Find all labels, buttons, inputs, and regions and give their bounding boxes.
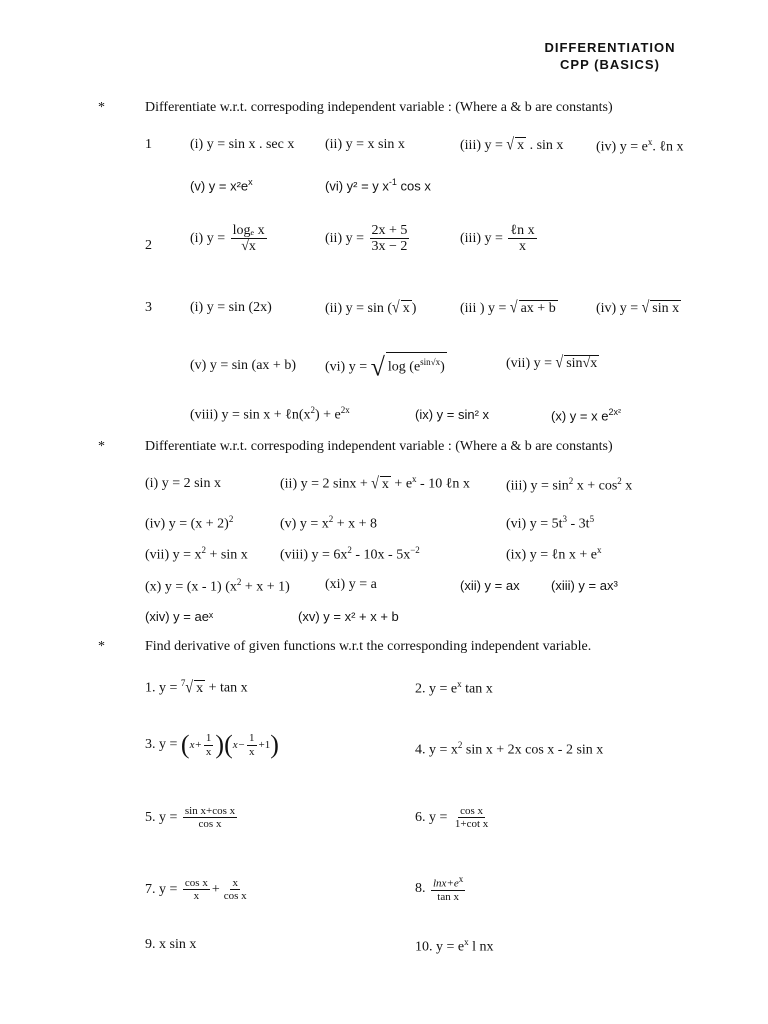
q3-v: (v) y = sin (ax + b) (190, 358, 296, 373)
bullet: * (98, 639, 105, 654)
q3-ix: (ix) y = sin² x (415, 407, 490, 422)
q1-ii: (ii) y = x sin x (325, 137, 405, 152)
p2: 2. $y = e^x$ tan x (415, 679, 493, 697)
s2-iii: (iii) $y = \sin^2 x + \cos^2 x$ (506, 476, 633, 494)
s2-xv: (xv) y = x² + x + b (298, 609, 399, 624)
bullet: * (98, 100, 105, 115)
p10: 10. $y = e^x$ l nx (415, 937, 494, 955)
q3-number: 3 (145, 300, 152, 315)
s2-viii: (viii) $y = 6x^2 - 10x - 5x^{-2}$ (280, 545, 420, 563)
p1: 1. y = $^7$√ x + tan x (145, 678, 248, 698)
doc-subtitle: CPP (BASICS) (560, 57, 660, 72)
q1-iv: (iv) $y = e^x$. ℓn x (596, 137, 684, 155)
q1-iii: (iii) y = √ x . sin x (460, 136, 564, 155)
q3-iv: (iv) y = √ sin x (596, 299, 680, 318)
q3-vi: (vi) y = √ $\log (e^{sin√x})$ (325, 352, 445, 382)
q1-i: (i) y = sin x . sec x (190, 137, 295, 152)
p7: 7. y = $\frac{\text{cos x}}{x}$ + $\frac{x}{\text{cos x}}$ (145, 877, 247, 903)
s2-xi: (xi) y = a (325, 577, 377, 592)
p6: 6. y = $\frac{\text{cos x}}{\text{1+cot x}}$ (415, 805, 489, 831)
s2-ii: (ii) y = 2 sinx + √ $x + e^x - 10$ ℓn x (280, 474, 470, 494)
section3-title: Find derivative of given functions w.r.t the corresponding independent variable. (145, 639, 592, 654)
q3-iii: (iii ) y = √ ax + b (460, 299, 556, 318)
q3-i: (i) y = sin (2x) (190, 300, 272, 315)
q3-vii: (vii) y = √ sin√x (506, 354, 598, 373)
p4: 4. $y = x^2$ sin x + 2x cos x - 2 sin x (415, 740, 604, 758)
s2-i: (i) y = 2 sin x (145, 476, 221, 491)
s2-xii: (xii) y = ax (460, 578, 520, 593)
p3: 3. y = (x+ $\frac{1}{x}$ )(x− $\frac{1}{x}$ +1) (145, 730, 279, 759)
s2-v: (v) $y = x^2 + x + 8$ (280, 514, 378, 532)
p5: 5. y = $\frac{\text{sin x+cos x}}{\text{cos x}}$ (145, 805, 236, 831)
p9: 9. x sin x (145, 937, 197, 952)
q2-number: 2 (145, 238, 152, 253)
doc-title: DIFFERENTIATION (544, 40, 676, 55)
bullet: * (98, 439, 105, 454)
q2-ii: (ii) y = $\frac{2x + 5}{3x - 2}$ (325, 223, 408, 255)
q2-iii: (iii) y = $\frac{\text{ℓn x}}{x}$ (460, 223, 535, 255)
s2-vi: (vi) $y = 5t^3 - 3t^5$ (506, 514, 595, 532)
q3-ii: (ii) y = sin (√ x ) (325, 299, 417, 318)
section2-title: Differentiate w.r.t. correspoding independent variable : (Where a & b are constants) (145, 439, 613, 454)
q1-number: 1 (145, 137, 152, 152)
q1-v: (v) $y = x^2e^x$ (190, 177, 253, 194)
s2-ix: (ix) y = ℓn $x + e^x$ (506, 545, 602, 563)
p8: 8. $\frac{\ln x+e^x}{\text{tan x}}$ (415, 874, 464, 903)
s2-x: (x) y = (x - 1) $(x^2 + x + 1)$ (145, 577, 290, 595)
section1-title: Differentiate w.r.t. correspoding independent variable : (Where a & b are constants) (145, 100, 613, 115)
q2-i: (i) y = $\frac{\text{logₑ x}}{√x}$ (190, 223, 265, 255)
s2-xiv: (xiv) y = aeˣ (145, 609, 214, 624)
q3-x: (x) y = x $e^{2x^2}$ (551, 407, 621, 424)
q3-viii: (viii) $y = \sin x + \ell n(x^2) + e^{2x}$ (190, 405, 350, 423)
s2-iv: (iv) $y = (x + 2)^2$ (145, 514, 234, 532)
s2-vii: (vii) $y = x^2 + \sin x$ (145, 545, 248, 563)
q1-vi: (vi) y² = y $x^{-1}$ cos x (325, 177, 431, 194)
s2-xiii: (xiii) y = ax³ (551, 578, 618, 593)
